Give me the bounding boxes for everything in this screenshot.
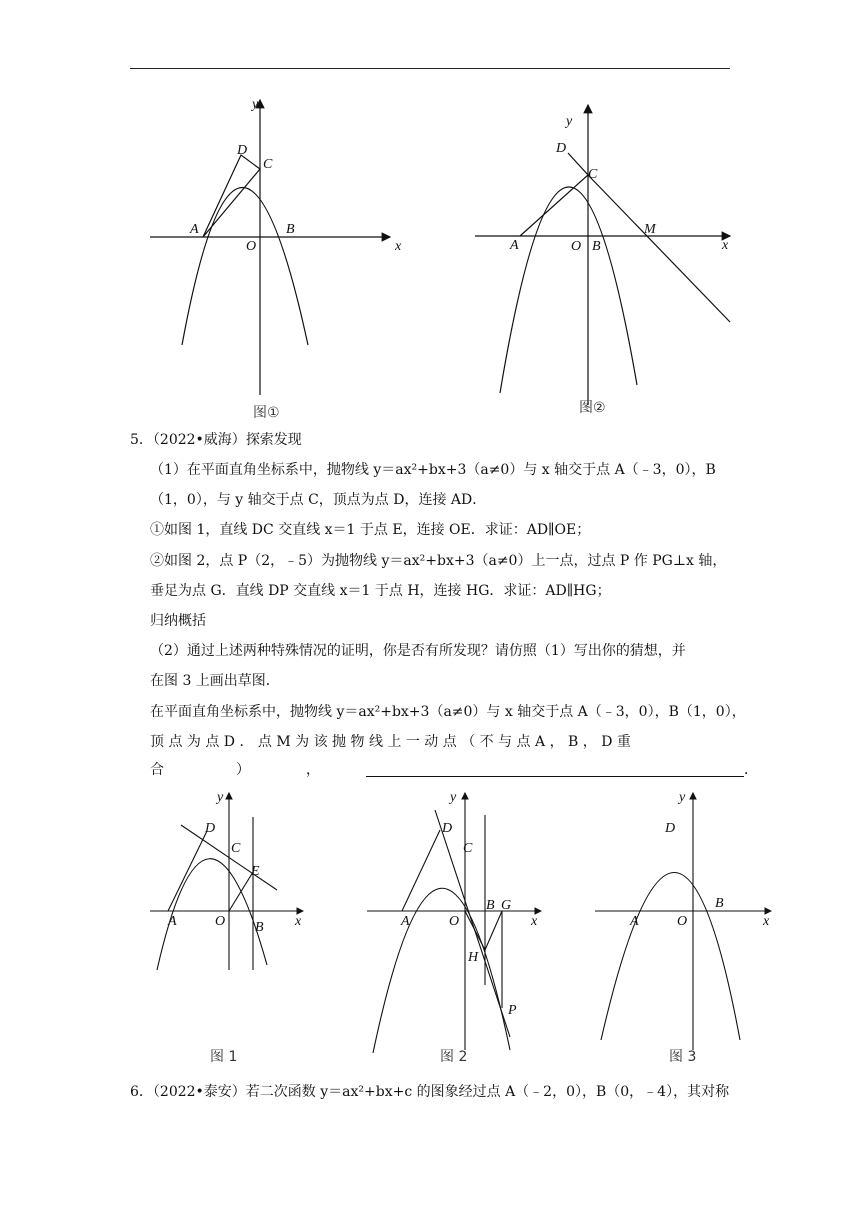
label-B: B <box>715 896 724 911</box>
p5-line-3: ①如图 1，直线 DC 交直线 x＝1 于点 E，连接 OE．求证：AD∥OE； <box>150 522 591 538</box>
label-y: y <box>450 790 457 805</box>
label-O: O <box>215 914 226 929</box>
label-O: O <box>677 914 688 929</box>
label-x: x <box>763 914 770 929</box>
segments-adc <box>203 155 260 237</box>
p5-line-7: （2）通过上述两种特殊情况的证明，你是否有所发现？请仿照（1）写出你的猜想，并 <box>150 643 686 659</box>
label-C: C <box>231 841 241 856</box>
figure-bottom-3 <box>593 785 783 1075</box>
label-O: O <box>246 239 257 254</box>
p5-line-9: 在平面直角坐标系中，抛物线 y＝ax²+bx+3（a≠0）与 x 轴交于点 A（﹣3，0），B（1，0）， <box>150 704 746 720</box>
label-A: A <box>510 238 519 253</box>
label-x: x <box>722 238 729 253</box>
problem-title: 探索发现 <box>245 432 302 448</box>
caption-fig1: 图 1 <box>210 1049 238 1065</box>
label-B: B <box>592 239 601 254</box>
p5-line-10: 顶 点 为 点 D ． 点 M 为 该 抛 物 线 上 一 动 点 （ 不 与 点 A ， B ， D 重 <box>150 734 631 750</box>
header-rule <box>130 68 730 69</box>
label-x: x <box>395 239 402 254</box>
label-A: A <box>630 914 639 929</box>
label-D: D <box>205 821 216 836</box>
label-B: B <box>255 920 264 935</box>
answer-blank[interactable] <box>366 776 744 777</box>
parabola <box>182 188 308 346</box>
caption-fig2: 图② <box>579 400 606 416</box>
label-E: E <box>251 864 260 879</box>
label-x: x <box>295 914 302 929</box>
problem6-line-1: 6．（2022•泰安）若二次函数 y＝ax²+bx+c 的图象经过点 A（﹣2，0），B（0，﹣4），其对称 <box>130 1084 730 1100</box>
label-y: y <box>252 97 259 112</box>
p5-line-2: （1，0），与 y 轴交于点 C，顶点为点 D，连接 AD． <box>150 492 487 508</box>
label-H: H <box>468 950 479 965</box>
label-O: O <box>571 239 582 254</box>
p5-line-4: ②如图 2，点 P（2，﹣5）为抛物线 y＝ax²+bx+3（a≠0）上一点，过点 P 作 PG⊥x 轴， <box>150 553 727 569</box>
caption-fig1: 图① <box>253 405 280 421</box>
parabola <box>500 187 637 393</box>
p5-line-1: （1）在平面直角坐标系中，抛物线 y＝ax²+bx+3（a≠0）与 x 轴交于点 A（﹣3，0），B <box>150 462 716 478</box>
segment-oh <box>465 911 485 950</box>
segment-oe <box>229 872 253 911</box>
label-A: A <box>401 914 410 929</box>
label-x: x <box>531 914 538 929</box>
label-y: y <box>566 114 573 129</box>
segment-ad <box>402 830 440 911</box>
problem-number: 5． <box>130 432 153 448</box>
label-D: D <box>665 821 676 836</box>
label-y: y <box>679 790 686 805</box>
segment-hg <box>485 911 502 950</box>
figure-top-1 <box>140 90 410 425</box>
label-P: P <box>508 1003 517 1018</box>
problem-source: （2022•威海） <box>152 432 246 448</box>
figure-top-2 <box>470 105 740 420</box>
label-C: C <box>588 167 598 182</box>
label-C: C <box>463 841 473 856</box>
label-D: D <box>442 821 453 836</box>
figure-bottom-1 <box>145 785 320 1075</box>
segments-adc <box>520 153 588 236</box>
p5-line-11: 合 ） ， ． <box>150 762 758 778</box>
label-y: y <box>217 790 224 805</box>
label-A: A <box>190 222 199 237</box>
label-O: O <box>449 914 460 929</box>
line-cm <box>588 175 730 322</box>
label-A: A <box>168 914 177 929</box>
caption-fig3: 图 3 <box>669 1049 697 1065</box>
problem5-heading <box>130 430 302 450</box>
label-D: D <box>556 141 567 156</box>
label-M: M <box>644 222 656 237</box>
label-B: B <box>286 222 295 237</box>
segment-ad <box>168 831 207 911</box>
figure-bottom-2 <box>365 785 550 1075</box>
label-D: D <box>237 143 248 158</box>
label-B: B <box>486 898 495 913</box>
p5-line-8: 在图 3 上画出草图． <box>150 673 280 689</box>
line-dp <box>435 810 510 1037</box>
label-G: G <box>501 898 512 913</box>
p5-line-5: 垂足为点 G．直线 DP 交直线 x＝1 于点 H，连接 HG．求证：AD∥HG； <box>150 583 611 599</box>
p5-line-6: 归纳概括 <box>150 613 206 629</box>
label-C: C <box>263 157 273 172</box>
caption-fig2: 图 2 <box>440 1049 468 1065</box>
